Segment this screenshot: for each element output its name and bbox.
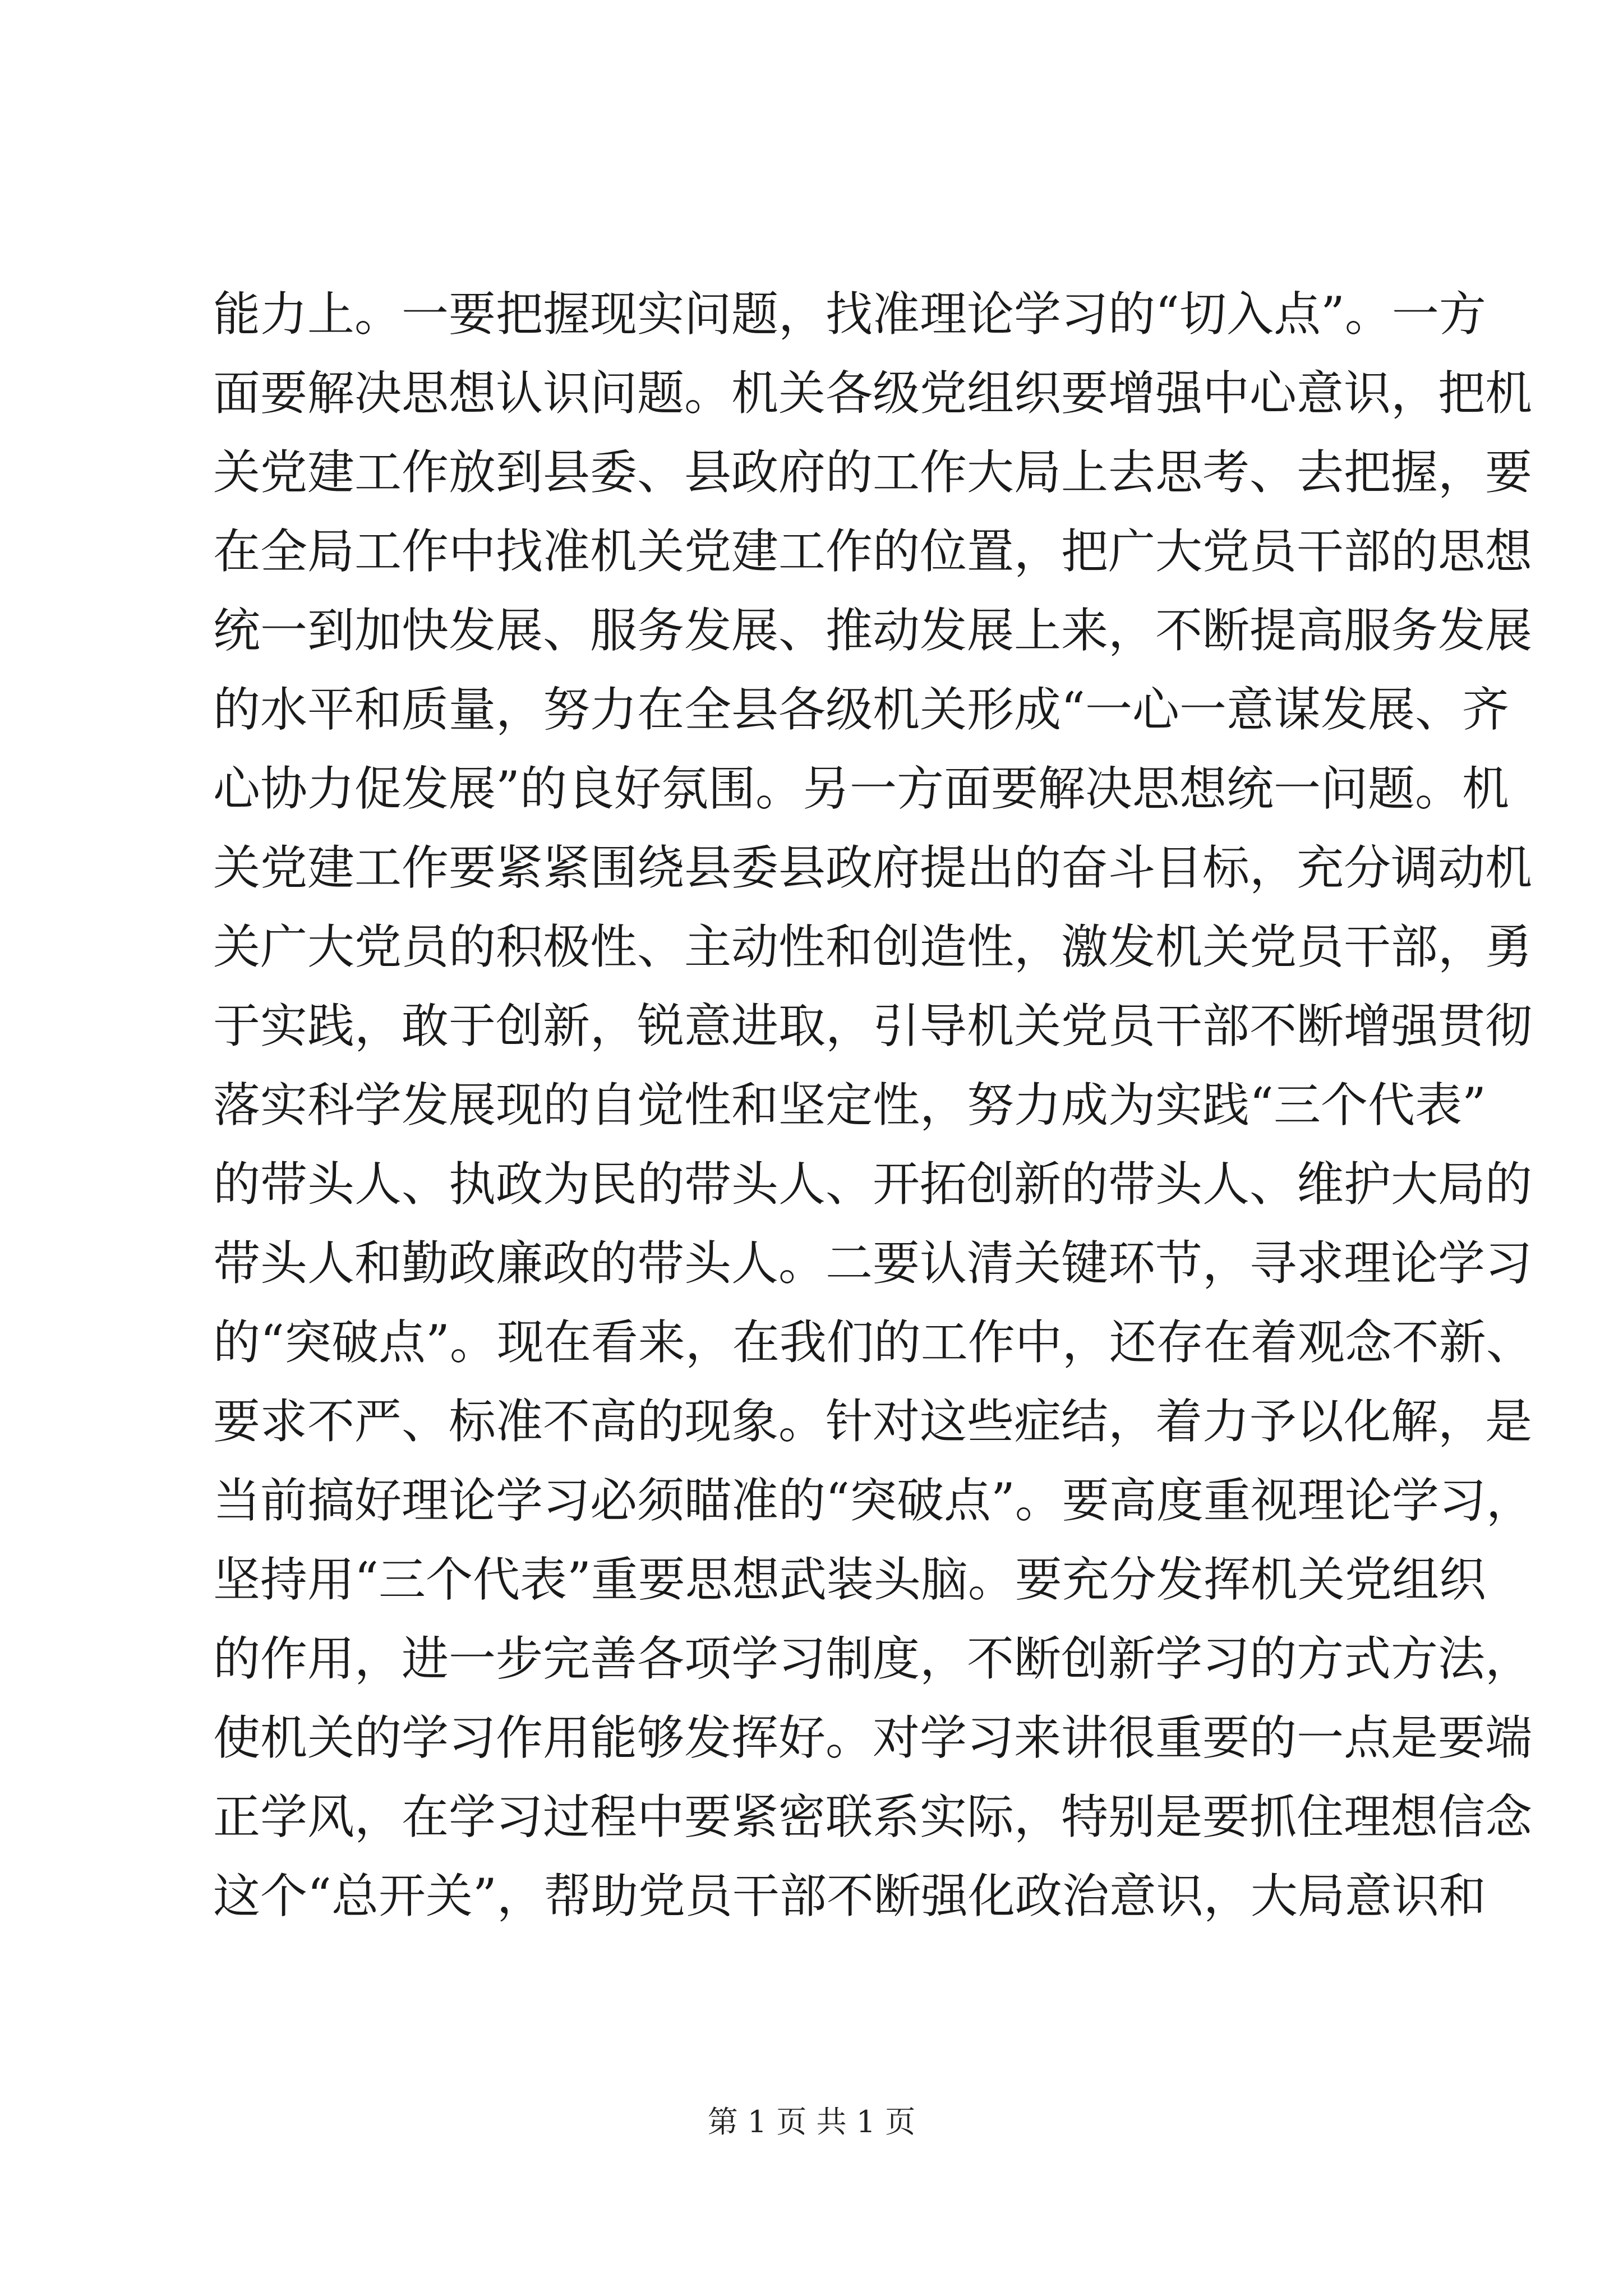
body-line-10: 于实践，敢于创新，锐意进取，引导机关党员干部不断增强贯彻 <box>213 999 1533 1053</box>
body-line-1: 能力上。一要把握现实问题，找准理论学习的“切入点”。一方 <box>213 287 1486 342</box>
body-line-2: 面要解决思想认识问题。机关各级党组织要增强中心意识，把机 <box>213 366 1533 421</box>
body-line-12: 的带头人、执政为民的带头人、开拓创新的带头人、维护大局的 <box>213 1157 1533 1212</box>
body-line-21: 这个“总开关”，帮助党员干部不断强化政治意识，大局意识和 <box>213 1869 1486 1924</box>
body-line-4: 在全局工作中找准机关党建工作的位置，把广大党员干部的思想 <box>213 524 1533 579</box>
body-line-16: 当前搞好理论学习必须瞄准的“突破点”。要高度重视理论学习， <box>213 1473 1533 1528</box>
body-line-8: 关党建工作要紧紧围绕县委县政府提出的奋斗目标，充分调动机 <box>213 840 1533 895</box>
body-line-7: 心协力促发展”的良好氛围。另一方面要解决思想统一问题。机 <box>213 761 1509 816</box>
body-line-9: 关广大党员的积极性、主动性和创造性，激发机关党员干部，勇 <box>213 919 1533 974</box>
page-number-footer: 第 1 页 共 1 页 <box>707 2104 916 2139</box>
body-line-5: 统一到加快发展、服务发展、推动发展上来，不断提高服务发展 <box>213 603 1533 658</box>
body-paragraph <box>213 275 1533 1936</box>
body-line-3: 关党建工作放到县委、县政府的工作大局上去思考、去把握，要 <box>213 445 1533 500</box>
body-line-13: 带头人和勤政廉政的带头人。二要认清关键环节，寻求理论学习 <box>213 1236 1533 1291</box>
body-line-15: 要求不严、标准不高的现象。针对这些症结，着力予以化解，是 <box>213 1394 1533 1449</box>
body-line-17: 坚持用“三个代表”重要思想武装头脑。要充分发挥机关党组织 <box>213 1552 1486 1607</box>
body-line-20: 正学风，在学习过程中要紧密联系实际，特别是要抓住理想信念 <box>213 1789 1533 1844</box>
body-line-6: 的水平和质量，努力在全县各级机关形成“一心一意谋发展、齐 <box>213 682 1509 737</box>
body-line-14: 的“突破点”。现在看来，在我们的工作中，还存在着观念不新、 <box>213 1315 1533 1370</box>
body-line-19: 使机关的学习作用能够发挥好。对学习来讲很重要的一点是要端 <box>213 1710 1533 1765</box>
body-line-18: 的作用，进一步完善各项学习制度，不断创新学习的方式方法， <box>213 1631 1533 1686</box>
body-line-11: 落实科学发展现的自觉性和坚定性，努力成为实践“三个代表” <box>213 1078 1486 1133</box>
